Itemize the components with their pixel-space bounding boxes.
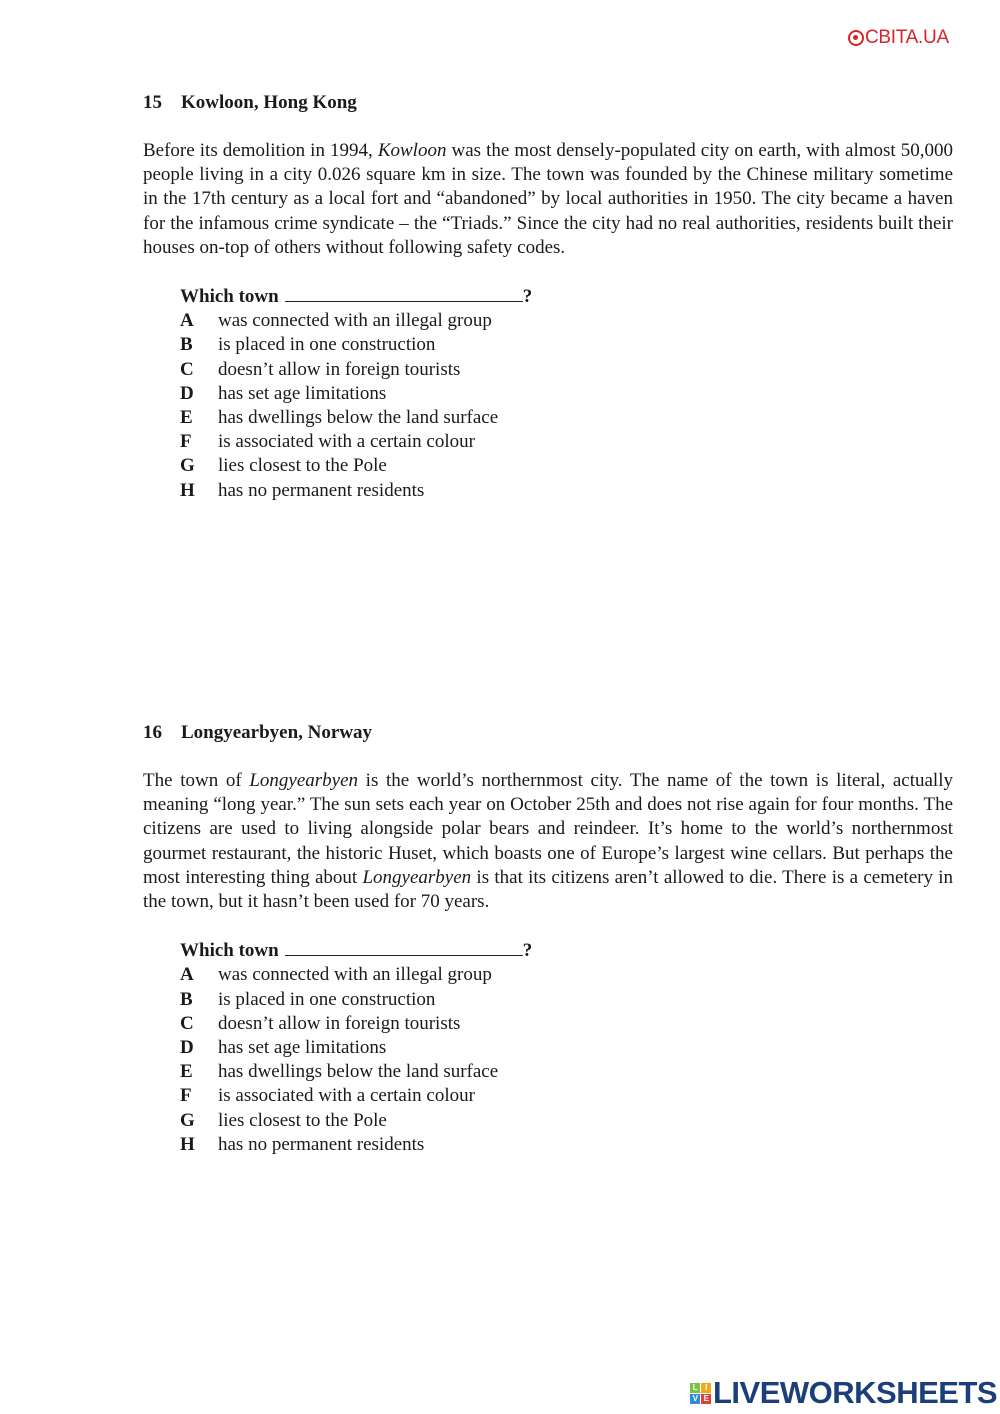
option-f[interactable]	[180, 1084, 953, 1108]
logo-tile: L	[690, 1383, 700, 1393]
option-e[interactable]	[180, 406, 953, 430]
option-text: was connected with an illegal group	[218, 964, 492, 986]
section-title	[143, 91, 953, 115]
section-paragraph	[143, 139, 953, 260]
option-text: doesn’t allow in foreign tourists	[218, 358, 461, 380]
option-letter: E	[180, 407, 193, 429]
section-title-text: Longyearbyen, Norway	[181, 722, 373, 743]
options-list	[180, 963, 953, 1157]
answer-blank[interactable]	[285, 284, 523, 302]
section-16	[143, 721, 953, 1157]
option-letter: C	[180, 358, 194, 380]
option-c[interactable]	[180, 358, 953, 382]
italic-town-name: Longyearbyen	[362, 866, 472, 888]
option-a[interactable]	[180, 963, 953, 987]
section-number: 16	[143, 722, 162, 743]
option-text: is associated with a certain colour	[218, 1085, 475, 1107]
section-number: 15	[143, 92, 162, 113]
logo-tile: I	[701, 1383, 711, 1393]
option-letter: H	[180, 479, 195, 501]
option-text: has set age limitations	[218, 1037, 387, 1059]
italic-town-name: Longyearbyen	[249, 770, 359, 791]
question-text: Which town	[180, 940, 279, 962]
option-letter: B	[180, 334, 193, 356]
option-d[interactable]	[180, 1036, 953, 1060]
option-b[interactable]	[180, 988, 953, 1012]
option-e[interactable]	[180, 1060, 953, 1084]
option-a[interactable]	[180, 309, 953, 333]
question-mark: ?	[522, 940, 533, 962]
option-text: doesn’t allow in foreign tourists	[218, 1012, 461, 1034]
logo-tile: E	[701, 1394, 711, 1404]
option-text: has no permanent residents	[218, 1133, 425, 1155]
liveworksheets-logo-text: LIVEWORKSHEETS	[713, 1375, 998, 1410]
option-text: is placed in one construction	[218, 988, 436, 1010]
liveworksheets-logo-icon	[690, 1383, 711, 1404]
italic-town-name: Kowloon	[377, 140, 447, 161]
option-h[interactable]	[180, 479, 953, 503]
question-mark: ?	[522, 286, 533, 308]
option-text: is placed in one construction	[218, 334, 436, 356]
option-text: has dwellings below the land surface	[218, 407, 499, 429]
option-letter: E	[180, 1061, 193, 1083]
paragraph-text: was the most densely-populated city on earth, with almost 50,000 people living in a city 0.026 square km in size. The town was founded by the Chinese military sometime in the 17th century as a local fort and “abandoned” by local authorities in 1950. The city became a haven for the infamous crime syndicate – the “Triads.” Since the city had no real authorities, residents built their houses on-top of others without following safety codes.	[143, 140, 953, 258]
option-d[interactable]	[180, 382, 953, 406]
option-letter: G	[180, 455, 195, 477]
option-c[interactable]	[180, 1012, 953, 1036]
option-letter: C	[180, 1012, 194, 1034]
option-letter: D	[180, 382, 194, 404]
section-15	[143, 91, 953, 503]
option-text: lies closest to the Pole	[218, 455, 387, 477]
section-title-text: Kowloon, Hong Kong	[181, 92, 357, 113]
option-f[interactable]	[180, 430, 953, 454]
option-text: has no permanent residents	[218, 479, 425, 501]
option-h[interactable]	[180, 1133, 953, 1157]
option-text: lies closest to the Pole	[218, 1109, 387, 1131]
question-stem	[180, 938, 953, 963]
osvita-logo	[848, 27, 949, 49]
option-letter: D	[180, 1037, 194, 1059]
osvita-logo-icon	[848, 30, 864, 46]
paragraph-text: The town of	[143, 770, 250, 791]
question-stem	[180, 284, 953, 309]
paragraph-text: Before its demolition in 1994,	[143, 140, 378, 161]
option-letter: A	[180, 310, 194, 332]
options-list	[180, 309, 953, 503]
question-block	[180, 284, 953, 503]
section-paragraph	[143, 769, 953, 914]
paragraph-text: is the world’s northernmost city. The name of the town is literal, actually meaning “long year.” The sun sets each year on October 25th and does not rise again for four months. The citizens are used to living alongside polar bears and reindeer. It’s home to the world’s northernmost gourmet restaurant, the historic Huset, which boasts one of Europe’s largest wine cellars. But perhaps the most interesting thing about	[143, 770, 953, 888]
option-text: was connected with an illegal group	[218, 310, 492, 332]
liveworksheets-logo	[690, 1375, 997, 1411]
option-g[interactable]	[180, 1109, 953, 1133]
question-text: Which town	[180, 286, 279, 308]
logo-tile: V	[690, 1394, 700, 1404]
option-letter: H	[180, 1133, 195, 1155]
option-letter: F	[180, 1085, 192, 1107]
paragraph-text: is that its citizens aren’t allowed to die. There is a cemetery in the town, but it hasn’t been used for 70 years.	[143, 866, 953, 913]
option-text: has set age limitations	[218, 382, 387, 404]
option-g[interactable]	[180, 454, 953, 478]
option-letter: B	[180, 988, 193, 1010]
answer-blank[interactable]	[285, 938, 523, 956]
section-title	[143, 721, 953, 745]
option-letter: F	[180, 431, 192, 453]
option-text: has dwellings below the land surface	[218, 1061, 499, 1083]
question-block	[180, 938, 953, 1157]
option-text: is associated with a certain colour	[218, 431, 475, 453]
osvita-logo-text: CBITA.UA	[865, 27, 949, 48]
option-b[interactable]	[180, 333, 953, 357]
option-letter: A	[180, 964, 194, 986]
option-letter: G	[180, 1109, 195, 1131]
